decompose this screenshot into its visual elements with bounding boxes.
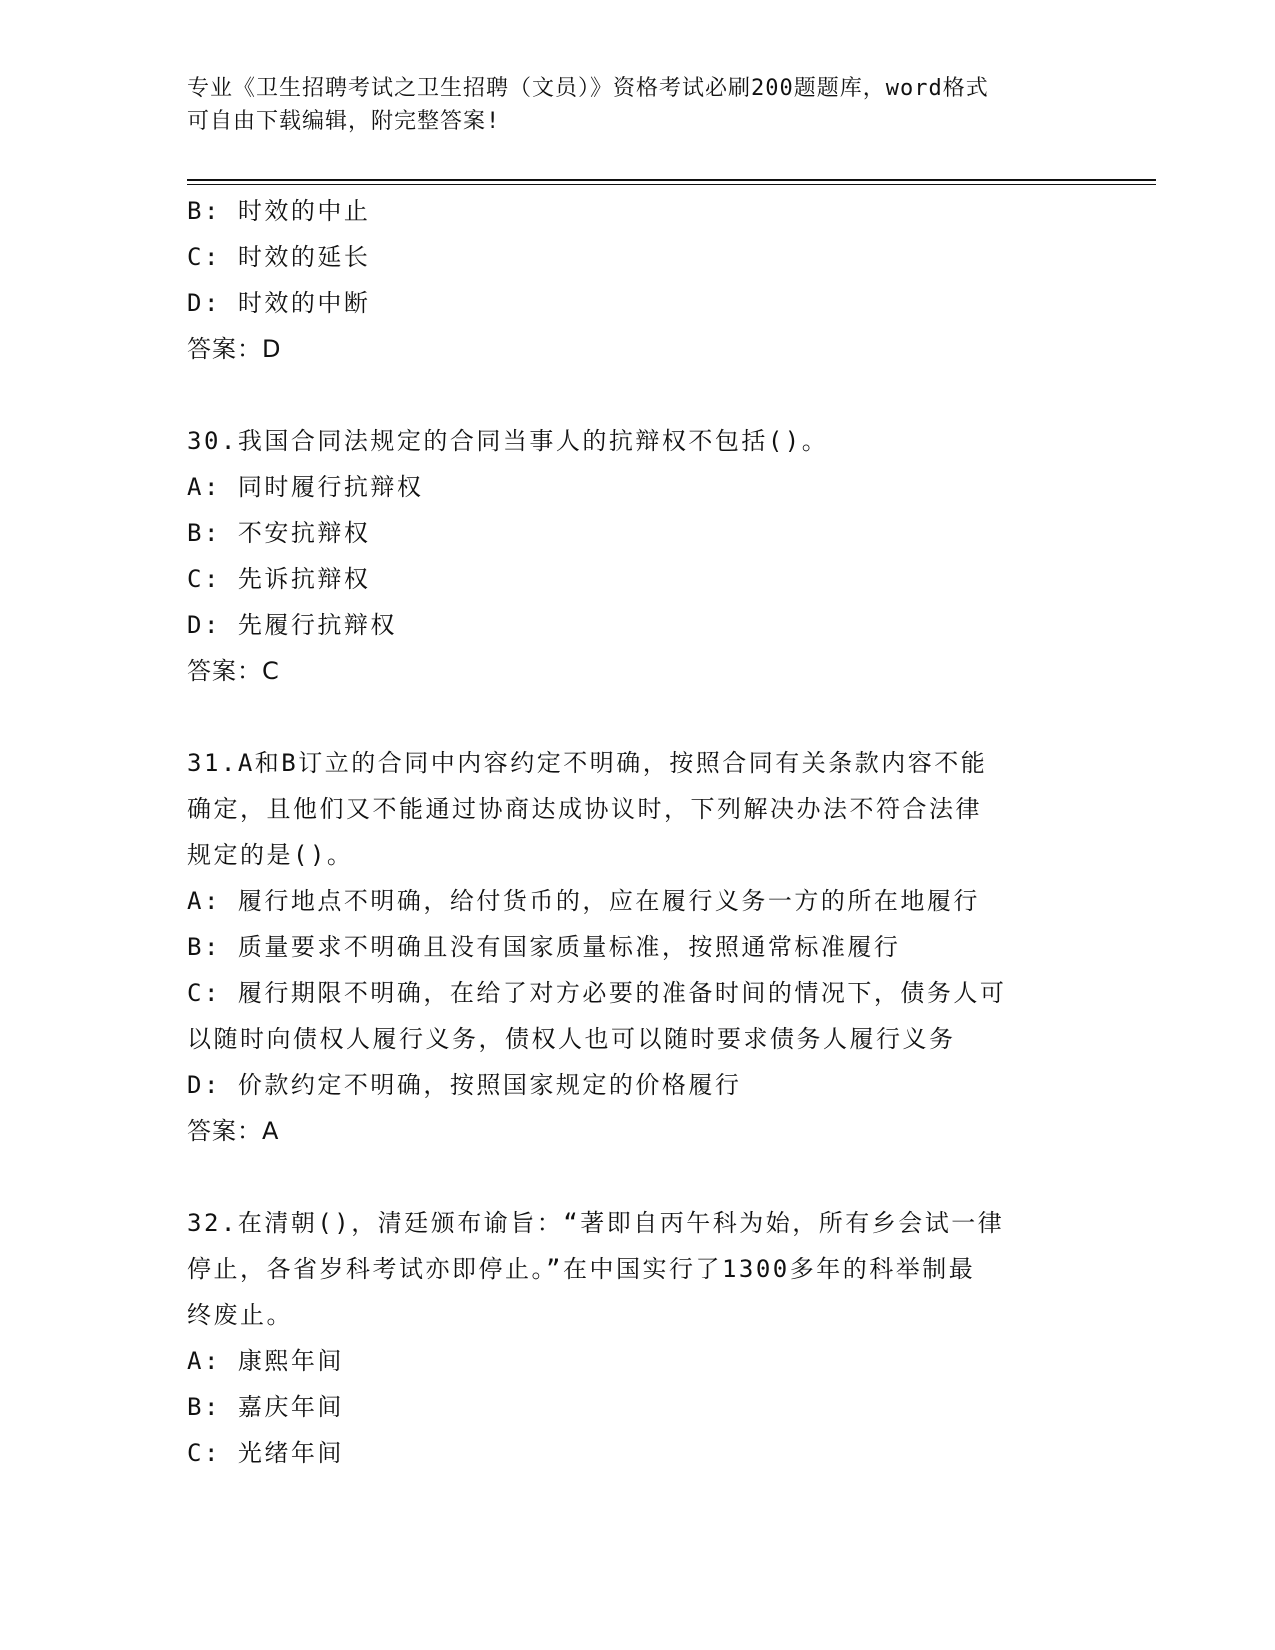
document-header (187, 72, 1067, 138)
document-body (187, 188, 1087, 1476)
header-divider-thick (187, 179, 1156, 181)
question-stem: 31.A和B订立的合同中内容约定不明确，按照合同有关条款内容不能 (187, 749, 988, 777)
question-stem-continued: 确定，且他们又不能通过协商达成协议时，下列解决办法不符合法律 (187, 795, 982, 823)
option-a: A: 同时履行抗辩权 (187, 473, 424, 501)
option-a: A: 康熙年间 (187, 1347, 344, 1375)
question-stem: 32.在清朝()，清廷颁布谕旨：“著即自丙午科为始，所有乡会试一律 (187, 1209, 1005, 1237)
option-c: C: 履行期限不明确，在给了对方必要的准备时间的情况下，债务人可 (187, 979, 1007, 1007)
option-d: D: 价款约定不明确，按照国家规定的价格履行 (187, 1071, 742, 1099)
option-c: C: 光绪年间 (187, 1439, 344, 1467)
answer-line: 答案：C (187, 657, 280, 685)
option-b: B: 嘉庆年间 (187, 1393, 344, 1421)
question-32 (187, 1200, 1087, 1476)
answer-line: 答案：D (187, 335, 282, 363)
header-divider-thin (187, 184, 1156, 185)
option-b: B: 不安抗辩权 (187, 519, 371, 547)
question-stem-continued: 终废止。 (187, 1301, 293, 1329)
header-line-2: 可自由下载编辑，附完整答案! (187, 109, 501, 134)
question-fragment (187, 188, 1087, 372)
option-a: A: 履行地点不明确，给付货币的，应在履行义务一方的所在地履行 (187, 887, 980, 915)
question-30 (187, 418, 1087, 694)
question-stem: 30.我国合同法规定的合同当事人的抗辩权不包括()。 (187, 427, 829, 455)
header-line-1: 专业《卫生招聘考试之卫生招聘（文员）》资格考试必刷200题题库，word格式 (187, 76, 989, 101)
question-stem-continued: 停止，各省岁科考试亦即停止。”在中国实行了1300多年的科举制最 (187, 1255, 976, 1283)
option-d: D: 先履行抗辩权 (187, 611, 397, 639)
option-d: D: 时效的中断 (187, 289, 371, 317)
option-c: C: 先诉抗辩权 (187, 565, 371, 593)
question-stem-continued: 规定的是()。 (187, 841, 354, 869)
option-b: B: 质量要求不明确且没有国家质量标准，按照通常标准履行 (187, 933, 901, 961)
answer-line: 答案：A (187, 1117, 280, 1145)
question-31 (187, 740, 1087, 1154)
option-c-continued: 以随时向债权人履行义务，债权人也可以随时要求债务人履行义务 (187, 1025, 956, 1053)
option-c: C: 时效的延长 (187, 243, 371, 271)
option-b: B: 时效的中止 (187, 197, 371, 225)
